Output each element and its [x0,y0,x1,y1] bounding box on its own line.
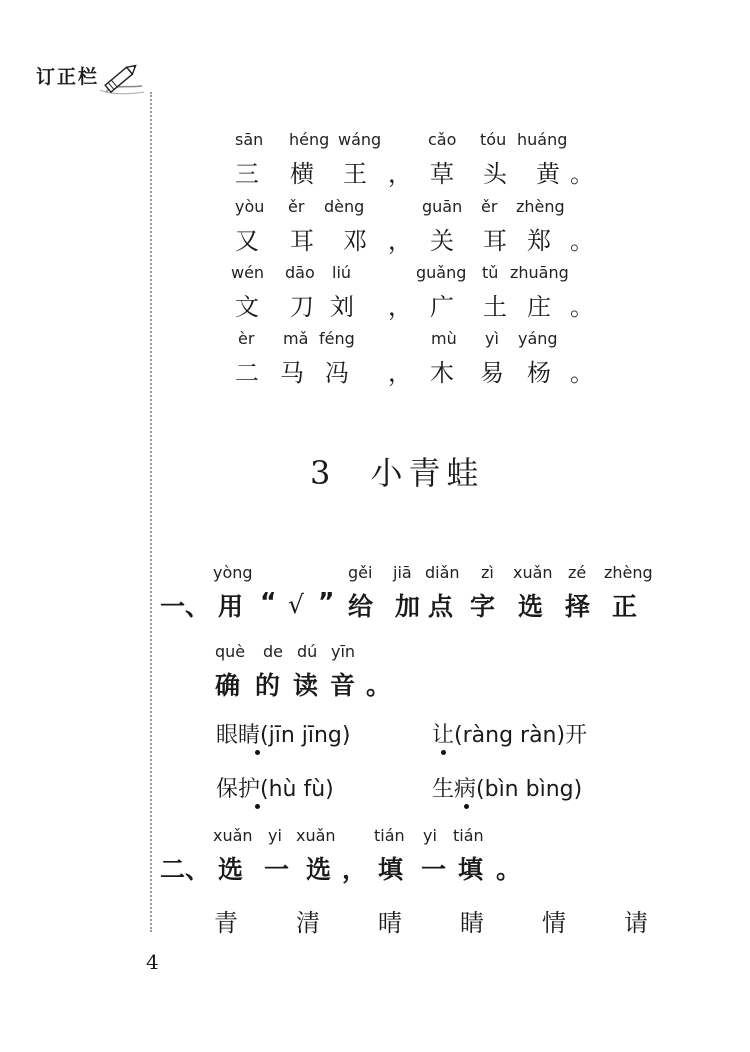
hanzi: 选 [218,855,244,884]
hanzi: ， [388,293,412,321]
pinyin-options[interactable]: (hù fù) [260,777,334,802]
hanzi: 杨 [527,359,551,387]
emphasis-dot [441,750,446,755]
pinyin: zhèng [516,197,565,216]
hanzi: 关 [430,227,454,255]
hanzi: ” [318,587,335,616]
pinyin: xuǎn [213,826,253,845]
hanzi: 读 [293,671,319,700]
hanzi: 庄 [527,293,551,321]
pinyin: yì [485,329,499,348]
pinyin: dèng [324,197,365,216]
hanzi: 二 [235,359,259,387]
pinyin: tián [374,826,405,845]
emphasis-dot [255,750,260,755]
pinyin: yòng [213,563,253,582]
pinyin: zhuāng [510,263,569,282]
hanzi: ， [388,160,412,188]
page-number: 4 [146,950,159,974]
pinyin: zé [568,563,587,582]
choice-item [432,718,587,749]
emphasis-dot [464,804,469,809]
choice-character: 清 [296,909,320,937]
pinyin: cǎo [428,130,457,149]
hanzi: 三 [235,160,259,188]
hanzi: 加 [395,592,421,621]
hanzi: ， [342,855,368,884]
pinyin: huáng [517,130,568,149]
hanzi: 。 [570,227,594,255]
choice-character: 青 [214,909,238,937]
question-number: 二、 [160,855,211,884]
pinyin: féng [319,329,355,348]
choice-item [216,772,334,803]
hanzi: 的 [255,671,281,700]
pinyin: èr [238,329,255,348]
pinyin: yīn [331,642,356,661]
hanzi: 邓 [343,227,367,255]
hanzi: 。 [496,855,522,884]
hanzi: 选 [518,592,544,621]
pinyin: yáng [518,329,558,348]
pinyin: dāo [285,263,315,282]
hanzi: 选 [306,855,332,884]
pinyin: tóu [480,130,507,149]
emphasis-dot [255,804,260,809]
hanzi: 正 [612,592,638,621]
choice-character: 晴 [378,909,402,937]
hanzi: ， [388,359,412,387]
target-word: 保护 [216,777,261,802]
pinyin: yòu [235,197,265,216]
pinyin: zì [481,563,494,582]
target-word: 让 [432,723,455,748]
pinyin: yi [268,826,282,845]
pinyin: gěi [348,563,373,582]
hanzi: 黄 [536,160,560,188]
hanzi: 一 [421,855,447,884]
hanzi: 填 [378,855,404,884]
lesson-title [310,448,485,494]
pinyin: tǔ [482,263,499,282]
pinyin: sān [235,130,264,149]
margin-dotted-line [150,92,152,932]
choice-character: 请 [624,909,648,937]
hanzi: 草 [430,160,454,188]
hanzi: 冯 [325,359,349,387]
hanzi: 广 [430,293,454,321]
pinyin: tián [453,826,484,845]
hanzi: 木 [430,359,454,387]
hanzi: 刘 [330,293,354,321]
pinyin-options[interactable]: (bìn bìng) [476,777,583,802]
lesson-name: 小青蛙 [370,454,485,492]
pinyin-options[interactable]: (ràng ràn)开 [454,723,588,748]
hanzi: 。 [570,293,594,321]
hanzi: 土 [483,293,507,321]
pinyin: xuǎn [296,826,336,845]
pinyin: liú [332,263,352,282]
hanzi: 确 [215,671,241,700]
pinyin: wén [231,263,265,282]
choice-character: 睛 [460,909,484,937]
hanzi: ， [388,227,412,255]
hanzi: 用 [218,592,244,621]
margin-label: 订正栏 [36,66,100,88]
hanzi: 横 [290,160,314,188]
pinyin: què [215,642,246,661]
pinyin: dú [297,642,318,661]
pinyin: de [263,642,283,661]
pencil-icon [98,62,146,96]
hanzi: 字 [470,592,496,621]
hanzi: 郑 [527,227,551,255]
hanzi: 。 [366,671,392,700]
hanzi: 头 [483,160,507,188]
target-word: 生病 [432,777,477,802]
hanzi: 音 [330,671,356,700]
pinyin: héng [289,130,330,149]
pinyin: mù [431,329,457,348]
pinyin: wáng [338,130,382,149]
lesson-number: 3 [310,454,337,492]
hanzi: 择 [565,592,591,621]
hanzi: 耳 [483,227,507,255]
pinyin: mǎ [283,329,309,348]
target-word: 眼睛 [216,723,261,748]
pinyin: diǎn [425,563,460,582]
pinyin: guǎng [416,263,467,282]
choice-item [432,772,582,803]
hanzi: 给 [348,592,374,621]
hanzi: 填 [458,855,484,884]
hanzi: 又 [235,227,259,255]
hanzi: 点 [428,592,454,621]
hanzi: 耳 [290,227,314,255]
hanzi: 。 [570,160,594,188]
hanzi: 。 [570,359,594,387]
pinyin: xuǎn [513,563,553,582]
hanzi: 王 [343,160,367,188]
pinyin: yi [423,826,437,845]
pinyin-options[interactable]: (jīn jīng) [260,723,351,748]
choice-character: 情 [542,909,566,937]
check-mark-icon: √ [288,590,304,619]
hanzi: 易 [480,359,504,387]
hanzi: 文 [235,293,259,321]
choice-item [216,718,350,749]
pinyin: ěr [288,197,305,216]
pinyin: jiā [393,563,412,582]
hanzi: “ [260,587,277,616]
hanzi: 马 [280,359,304,387]
hanzi: 一 [264,855,290,884]
hanzi: 刀 [290,293,314,321]
pinyin: ěr [481,197,498,216]
question-number: 一、 [160,592,211,621]
pinyin: zhèng [604,563,653,582]
pinyin: guān [422,197,463,216]
